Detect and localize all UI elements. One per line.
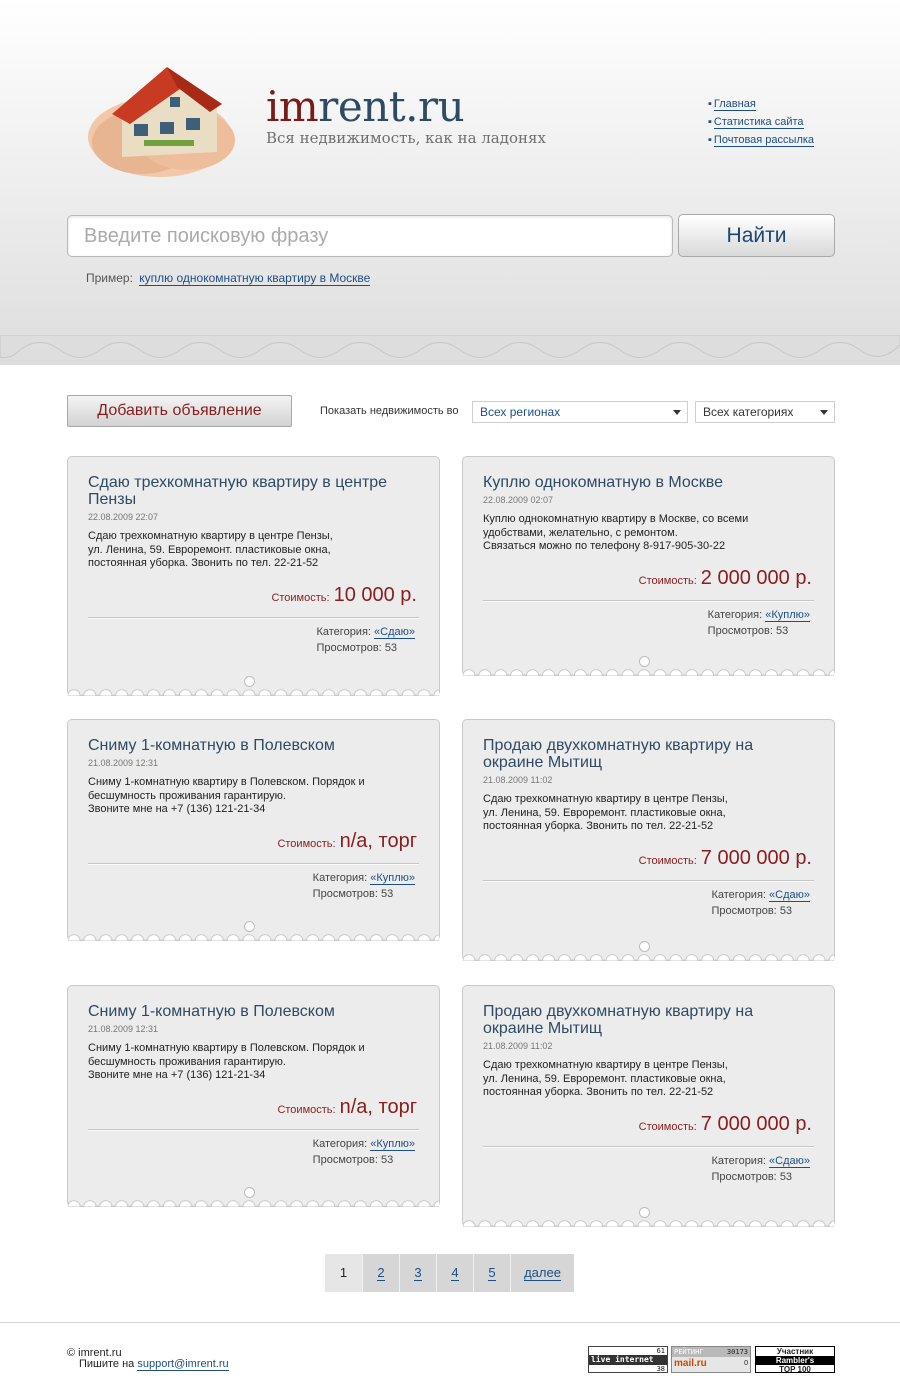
- search-example-link[interactable]: куплю однокомнатную квартиру в Москве: [139, 271, 371, 285]
- dropdown-arrow-icon: [673, 410, 681, 415]
- price-label: Стоимость:: [277, 838, 336, 850]
- logo-part-im: im: [266, 82, 319, 131]
- mailru-rating-label: РЕЙТИНГ: [674, 1348, 704, 1356]
- listing-card[interactable]: [462, 985, 835, 1227]
- footer-contact-label: Пишите на: [79, 1358, 135, 1370]
- search-example-label: Пример:: [86, 271, 133, 285]
- listing-meta: [708, 607, 810, 639]
- card-scallop-edge: [463, 667, 834, 676]
- description-line: Сдаю трехкомнатную квартиру в центре Пензы,: [88, 530, 333, 542]
- price-value: 7 000 000 р.: [700, 1113, 812, 1135]
- mailru-name-row: [672, 1357, 750, 1371]
- page-next[interactable]: [510, 1254, 574, 1292]
- card-divider: [483, 880, 814, 882]
- listing-price: [639, 1113, 812, 1136]
- add-listing-button[interactable]: Добавить объявление: [67, 395, 292, 427]
- card-scallop-edge: [463, 1218, 834, 1227]
- price-value: n/a, торг: [339, 1096, 417, 1118]
- footer-email-link[interactable]: support@imrent.ru: [137, 1358, 229, 1370]
- card-hole-icon: [639, 941, 650, 952]
- description-line: Куплю однокомнатную квартиру в Москве, со всеми: [483, 513, 749, 525]
- listing-meta: [316, 624, 415, 656]
- listing-category-row: [313, 1136, 415, 1152]
- card-divider: [88, 1129, 419, 1131]
- card-hole-icon: [244, 921, 255, 932]
- description-line: Сниму 1-комнатную квартиру в Полевском. Порядок и: [88, 776, 365, 788]
- listing-title[interactable]: Продаю двухкомнатную квартиру на окраине Мытищ: [483, 1003, 754, 1037]
- region-select-value: Всех регионах: [480, 405, 561, 419]
- listing-views-row: [711, 903, 810, 919]
- page-link[interactable]: 2: [377, 1265, 385, 1280]
- footer-divider: [0, 1322, 900, 1323]
- views-count: 53: [381, 1154, 394, 1166]
- price-value: n/a, торг: [339, 830, 417, 852]
- card-divider: [88, 863, 419, 865]
- views-label: Просмотров:: [316, 642, 382, 654]
- description-line: ул. Ленина, 59. Евроремонт. пластиковые окна,: [483, 806, 726, 819]
- listing-date: 21.08.2009 11:02: [483, 1041, 553, 1051]
- views-count: 53: [779, 905, 793, 917]
- price-label: Стоимость:: [638, 855, 697, 867]
- category-label: Категория:: [316, 626, 371, 638]
- listing-date: 21.08.2009 12:31: [88, 758, 159, 768]
- listing-description: [88, 776, 378, 817]
- page-current: 1: [325, 1254, 362, 1292]
- liveinternet-name: live internet: [589, 1355, 667, 1365]
- listing-title[interactable]: Продаю двухкомнатную квартиру на окраине Мытищ: [483, 737, 754, 771]
- page-4[interactable]: [436, 1254, 473, 1292]
- category-label: Категория:: [312, 1138, 368, 1150]
- liveinternet-top-value: 61: [589, 1347, 667, 1355]
- rambler-line3: TOP 100: [779, 1365, 811, 1374]
- listing-card[interactable]: [67, 719, 440, 941]
- listing-meta: [313, 870, 415, 902]
- listing-description: [88, 1042, 378, 1083]
- category-label: Категория:: [707, 609, 763, 621]
- views-label: Просмотров:: [711, 905, 777, 917]
- listing-card[interactable]: [67, 985, 440, 1207]
- page-3[interactable]: [399, 1254, 436, 1292]
- description-line: удобствами, желательно, с ремонтом.: [483, 526, 678, 539]
- listing-date: 21.08.2009 11:02: [483, 775, 553, 785]
- page-2[interactable]: [362, 1254, 399, 1292]
- rambler-line1: Участник: [776, 1347, 814, 1356]
- mailru-name: mail.ru: [674, 1358, 707, 1369]
- card-hole-icon: [639, 656, 650, 667]
- description-line: бесшумность проживания гарантирую.: [88, 1055, 286, 1068]
- search-input[interactable]: Введите поисковую фразу: [67, 215, 673, 257]
- listing-title[interactable]: Куплю однокомнатную в Москве: [483, 474, 724, 491]
- listing-views-row: [313, 1152, 415, 1168]
- description-line: Сниму 1-комнатную квартиру в Полевском. Порядок и: [88, 1042, 365, 1054]
- card-hole-icon: [244, 676, 255, 687]
- search-example: [86, 271, 370, 285]
- price-value: 7 000 000 р.: [700, 847, 812, 869]
- listing-description: [88, 530, 378, 571]
- card-scallop-edge: [68, 687, 439, 696]
- category-label: Категория:: [711, 889, 766, 901]
- listing-card[interactable]: [462, 719, 835, 961]
- category-link[interactable]: «Сдаю»: [769, 1155, 810, 1167]
- listing-views-row: [316, 640, 415, 656]
- logo-part-rent: rent: [318, 82, 406, 131]
- views-count: 53: [381, 888, 394, 900]
- listing-meta: [711, 1153, 810, 1185]
- nav-item-home: [708, 95, 814, 113]
- rambler-line2: Rambler's: [756, 1356, 834, 1365]
- page-next-link[interactable]: далее: [524, 1265, 561, 1280]
- listing-date: 21.08.2009 12:31: [88, 1024, 159, 1034]
- listing-category-row: [316, 624, 415, 640]
- price-label: Стоимость:: [277, 1104, 336, 1116]
- listing-price: [639, 847, 812, 870]
- liveinternet-bottom-value: 38: [656, 1365, 665, 1373]
- mailru-rating-row: [672, 1347, 750, 1357]
- mailru-rating-value: 30173: [726, 1348, 748, 1356]
- pagination: [325, 1254, 574, 1292]
- site-tagline: Вся недвижимость, как на ладонях: [266, 129, 546, 147]
- listing-description: [483, 793, 773, 834]
- listing-description: [483, 1059, 773, 1100]
- listing-views-row: [708, 623, 810, 639]
- card-scallop-edge: [463, 952, 834, 961]
- page-5[interactable]: [473, 1254, 510, 1292]
- category-link[interactable]: «Куплю»: [370, 1138, 415, 1150]
- filter-label: Показать недвижимость во: [320, 405, 459, 417]
- category-select-value: Всех категориях: [703, 405, 794, 419]
- listing-views-row: [711, 1169, 810, 1185]
- category-link[interactable]: «Куплю»: [765, 609, 810, 621]
- listing-date: 22.08.2009 22:07: [88, 512, 159, 522]
- listing-price: [271, 584, 417, 607]
- mailru-extra: 0: [744, 1360, 748, 1367]
- description-line: Сдаю трехкомнатную квартиру в центре Пензы,: [483, 793, 728, 805]
- listing-category-row: [711, 887, 810, 903]
- category-link[interactable]: «Сдаю»: [374, 626, 415, 638]
- description-line: Связаться можно по телефону 8-917-905-30-22: [483, 540, 726, 552]
- rambler-counter[interactable]: [755, 1346, 835, 1373]
- card-divider: [88, 617, 419, 619]
- views-label: Просмотров:: [707, 625, 773, 637]
- category-label: Категория:: [711, 1155, 766, 1167]
- price-value: 10 000 р.: [333, 584, 417, 606]
- liveinternet-counter[interactable]: [588, 1346, 668, 1373]
- description-line: постоянная уборка. Звонить по тел. 22-21-52: [483, 820, 714, 832]
- description-line: бесшумность проживания гарантирую.: [88, 789, 286, 802]
- listing-price: [277, 830, 417, 853]
- description-line: Звоните мне на +7 (136) 121-21-34: [88, 1069, 266, 1081]
- price-label: Стоимость:: [638, 575, 697, 587]
- description-line: постоянная уборка. Звонить по тел. 22-21-52: [88, 557, 319, 569]
- nav-link-home[interactable]: Главная: [713, 98, 756, 110]
- card-hole-icon: [244, 1187, 255, 1198]
- card-scallop-edge: [68, 932, 439, 941]
- description-line: Сдаю трехкомнатную квартиру в центре Пензы,: [483, 1059, 728, 1071]
- footer-contact: [79, 1358, 229, 1370]
- region-select[interactable]: [472, 401, 688, 423]
- description-line: ул. Ленина, 59. Евроремонт. пластиковые окна,: [88, 543, 331, 556]
- views-label: Просмотров:: [312, 1154, 378, 1166]
- category-select[interactable]: [695, 401, 835, 423]
- dropdown-arrow-icon: [820, 410, 828, 415]
- search-button[interactable]: Найти: [678, 214, 835, 257]
- views-count: 53: [776, 625, 789, 637]
- listing-date: 22.08.2009 02:07: [483, 495, 554, 505]
- description-line: постоянная уборка. Звонить по тел. 22-21-52: [483, 1086, 714, 1098]
- views-label: Просмотров:: [312, 888, 378, 900]
- nav-link-mailing[interactable]: Почтовая рассылка: [713, 134, 815, 146]
- mailru-counter[interactable]: [671, 1346, 751, 1373]
- price-label: Стоимость:: [271, 592, 330, 604]
- listing-meta: [313, 1136, 415, 1168]
- nav-item-mailing: [708, 131, 814, 149]
- listing-title[interactable]: Сдаю трехкомнатную квартиру в центре Пензы: [88, 474, 388, 508]
- category-link[interactable]: «Сдаю»: [769, 889, 810, 901]
- bullet-icon: ▪: [708, 98, 712, 110]
- listing-price: [639, 567, 812, 590]
- listing-title[interactable]: Сниму 1-комнатную в Полевском: [88, 1003, 335, 1020]
- page-link[interactable]: 4: [451, 1265, 459, 1280]
- listing-description: [483, 513, 773, 554]
- price-value: 2 000 000 р.: [700, 567, 812, 589]
- footer-copyright: © imrent.ru: [67, 1347, 122, 1359]
- description-line: Звоните мне на +7 (136) 121-21-34: [88, 803, 266, 815]
- card-divider: [483, 600, 814, 602]
- logo-part-tld: .ru: [405, 82, 465, 131]
- page-link[interactable]: 3: [414, 1265, 422, 1280]
- views-count: 53: [779, 1171, 793, 1183]
- card-hole-icon: [639, 1207, 650, 1218]
- listing-price: [277, 1096, 417, 1119]
- nav-item-stats: [708, 113, 814, 131]
- card-scallop-edge: [68, 1198, 439, 1207]
- page-link[interactable]: 5: [488, 1265, 496, 1280]
- bullet-icon: ▪: [708, 134, 712, 146]
- listing-meta: [711, 887, 810, 919]
- listing-category-row: [313, 870, 415, 886]
- category-link[interactable]: «Куплю»: [370, 872, 415, 884]
- listing-category-row: [708, 607, 810, 623]
- listing-views-row: [313, 886, 415, 902]
- top-navigation: [708, 95, 814, 149]
- listing-card[interactable]: [67, 456, 440, 696]
- description-line: ул. Ленина, 59. Евроремонт. пластиковые окна,: [483, 1072, 726, 1085]
- logo-house-in-hands-icon[interactable]: [82, 42, 242, 182]
- nav-link-stats[interactable]: Статистика сайта: [713, 116, 804, 128]
- header-wave-edge: [0, 335, 900, 375]
- price-label: Стоимость:: [638, 1121, 697, 1133]
- category-label: Категория:: [312, 872, 368, 884]
- listing-title[interactable]: Сниму 1-комнатную в Полевском: [88, 737, 335, 754]
- views-label: Просмотров:: [711, 1171, 777, 1183]
- listing-card[interactable]: [462, 456, 835, 676]
- card-divider: [483, 1146, 814, 1148]
- bullet-icon: ▪: [708, 116, 712, 128]
- views-count: 53: [384, 642, 398, 654]
- site-logo[interactable]: [266, 84, 464, 130]
- listing-category-row: [711, 1153, 810, 1169]
